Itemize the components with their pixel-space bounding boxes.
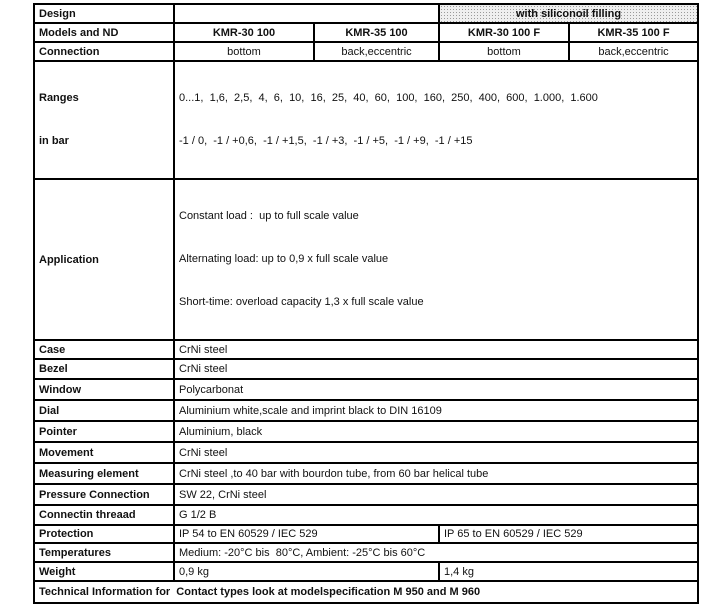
weight-value-right: 1,4 kg: [439, 562, 698, 581]
application-label: Application: [34, 179, 174, 340]
window-label: Window: [34, 379, 174, 400]
row-pointer: [34, 421, 698, 442]
application-value: [174, 179, 698, 340]
case-value: CrNi steel: [174, 340, 698, 359]
connecting-thread-value: G 1/2 B: [174, 505, 698, 525]
model-kmr35-100: KMR-35 100: [314, 23, 439, 42]
ranges-label-line1: Ranges: [39, 92, 79, 104]
row-movement: [34, 442, 698, 463]
model-kmr35-100f: KMR-35 100 F: [569, 23, 698, 42]
design-empty-cell: [174, 4, 439, 23]
design-label: Design: [34, 4, 174, 23]
case-label: Case: [34, 340, 174, 359]
row-measuring-element: [34, 463, 698, 484]
models-label: Models and ND: [34, 23, 174, 42]
row-footer-note: [34, 581, 698, 603]
row-models: [34, 23, 698, 42]
protection-value-right: IP 65 to EN 60529 / IEC 529: [439, 525, 698, 543]
ranges-label: [34, 61, 174, 179]
row-case: [34, 340, 698, 359]
connection-value-1: bottom: [174, 42, 314, 61]
row-weight: [34, 562, 698, 581]
row-bezel: [34, 359, 698, 379]
connection-value-3: bottom: [439, 42, 569, 61]
ranges-value-line2: -1 / 0, -1 / +0,6, -1 / +1,5, -1 / +3, -1 / +5, -1 / +9, -1 / +15: [179, 135, 473, 147]
row-pressure-connection: [34, 484, 698, 505]
pointer-value: Aluminium, black: [174, 421, 698, 442]
row-connecting-thread: [34, 505, 698, 525]
protection-label: Protection: [34, 525, 174, 543]
window-value: Polycarbonat: [174, 379, 698, 400]
row-design: [34, 4, 698, 23]
movement-value: CrNi steel: [174, 442, 698, 463]
connection-value-2: back,eccentric: [314, 42, 439, 61]
row-ranges: [34, 61, 698, 179]
connection-value-4: back,eccentric: [569, 42, 698, 61]
dial-label: Dial: [34, 400, 174, 421]
pressure-connection-label: Pressure Connection: [34, 484, 174, 505]
spec-table: [33, 3, 699, 604]
application-line3: Short-time: overload capacity 1,3 x full scale value: [179, 296, 424, 308]
weight-value-left: 0,9 kg: [174, 562, 439, 581]
dial-value: Aluminium white,scale and imprint black to DIN 16109: [174, 400, 698, 421]
temperatures-label: Temperatures: [34, 543, 174, 562]
bezel-value: CrNi steel: [174, 359, 698, 379]
ranges-value: [174, 61, 698, 179]
application-line1: Constant load : up to full scale value: [179, 210, 359, 222]
ranges-value-line1: 0...1, 1,6, 2,5, 4, 6, 10, 16, 25, 40, 60, 100, 160, 250, 400, 600, 1.000, 1.600: [179, 92, 598, 104]
siliconoil-filling-header: with siliconoil filling: [439, 4, 698, 23]
ranges-label-line2: in bar: [39, 135, 69, 147]
row-window: [34, 379, 698, 400]
row-connection: [34, 42, 698, 61]
row-application: [34, 179, 698, 340]
connection-label: Connection: [34, 42, 174, 61]
connecting-thread-label: Connectin threaad: [34, 505, 174, 525]
temperatures-value: Medium: -20°C bis 80°C, Ambient: -25°C bis 60°C: [174, 543, 698, 562]
technical-information-note: Technical Information for Contact types look at modelspecification M 950 and M 960: [34, 581, 698, 603]
weight-label: Weight: [34, 562, 174, 581]
model-kmr30-100: KMR-30 100: [174, 23, 314, 42]
row-temperatures: [34, 543, 698, 562]
movement-label: Movement: [34, 442, 174, 463]
protection-value-left: IP 54 to EN 60529 / IEC 529: [174, 525, 439, 543]
row-protection: [34, 525, 698, 543]
application-line2: Alternating load: up to 0,9 x full scale value: [179, 253, 389, 265]
bezel-label: Bezel: [34, 359, 174, 379]
pointer-label: Pointer: [34, 421, 174, 442]
measuring-element-label: Measuring element: [34, 463, 174, 484]
model-kmr30-100f: KMR-30 100 F: [439, 23, 569, 42]
pressure-connection-value: SW 22, CrNi steel: [174, 484, 698, 505]
measuring-element-value: CrNi steel ,to 40 bar with bourdon tube, from 60 bar helical tube: [174, 463, 698, 484]
